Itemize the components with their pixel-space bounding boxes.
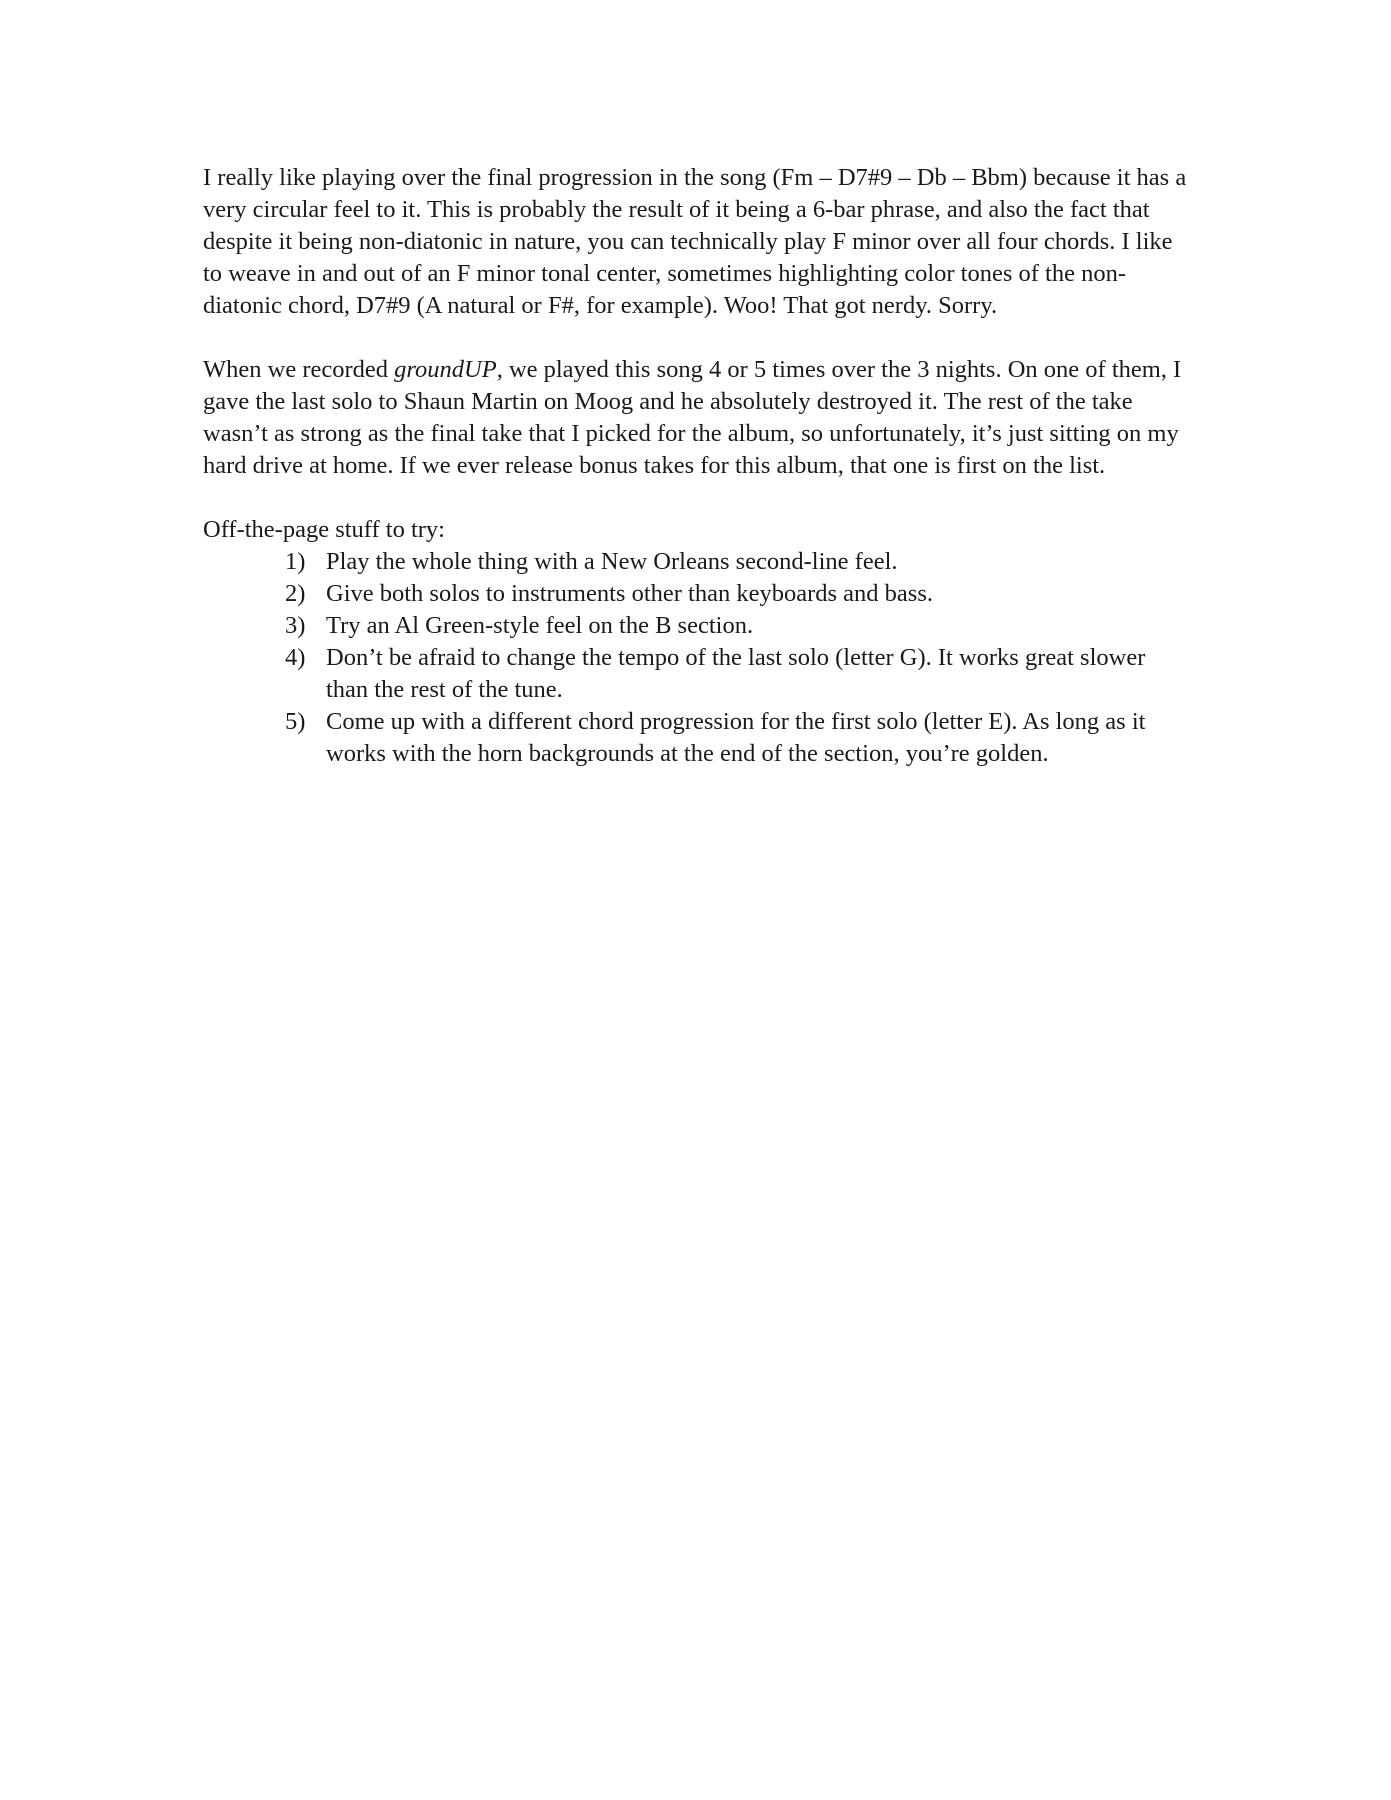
- list-item-number: 2): [285, 580, 306, 607]
- list-heading: Off-the-page stuff to try:: [203, 516, 445, 543]
- document-body: [203, 162, 1193, 770]
- paragraph-final-progression: [203, 162, 1193, 322]
- list-item: [203, 610, 1193, 642]
- list-item-number: 5): [285, 708, 306, 735]
- list-item-text: Come up with a different chord progression for the first solo (letter E). As long as it works with the horn backgrounds at the end of the section, you’re golden.: [326, 708, 1146, 767]
- list-item-text: Play the whole thing with a New Orleans second-line feel.: [326, 548, 898, 575]
- album-title: groundUP: [394, 356, 497, 383]
- list-item-number: 4): [285, 644, 306, 671]
- list-item: [203, 706, 1193, 770]
- list-item-text: Give both solos to instruments other than keyboards and bass.: [326, 580, 933, 607]
- paragraph-text: , we played this song 4 or 5 times over the 3 nights. On one of them, I gave the last solo to Shaun Martin on Moog and he absolutely destroyed it. The rest of the take wasn’t as strong as the final take that I picked for the album, so unfortunately, it’s just sitting on my hard drive at home. If we ever release bonus takes for this album, that one is first on the list.: [203, 356, 1182, 479]
- list-item-text: Don’t be afraid to change the tempo of the last solo (letter G). It works great slower than the rest of the tune.: [326, 644, 1146, 703]
- paragraph-text: I really like playing over the final progression in the song (Fm – D7#9 – Db – Bbm) because it has a very circular feel to it. This is probably the result of it being a 6-bar phrase, and also the fact that despite it being non-diatonic in nature, you can technically play F minor over all four chords. I like to weave in and out of an F minor tonal center, sometimes highlighting color tones of the non-diatonic chord, D7#9 (A natural or F#, for example). Woo! That got nerdy. Sorry.: [203, 164, 1187, 319]
- paragraph-text: When we recorded: [203, 356, 395, 383]
- list-item: [203, 546, 1193, 578]
- list-item-number: 3): [285, 612, 306, 639]
- paragraph-recording: [203, 354, 1193, 482]
- list-item-text: Try an Al Green-style feel on the B section.: [326, 612, 754, 639]
- list-item: [203, 642, 1193, 706]
- suggestions-list: [203, 546, 1193, 770]
- list-item-number: 1): [285, 548, 306, 575]
- list-item: [203, 578, 1193, 610]
